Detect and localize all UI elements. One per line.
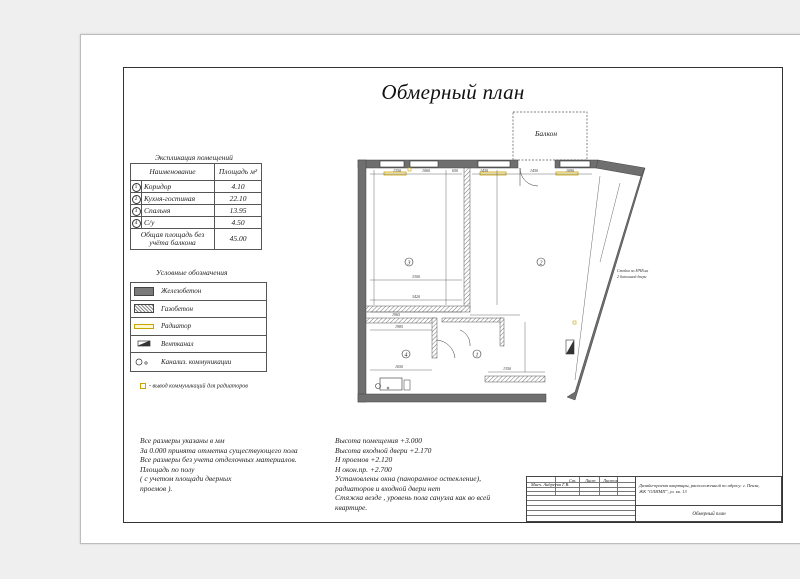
note-line: квартире. — [335, 502, 368, 512]
svg-text:1965: 1965 — [392, 312, 400, 317]
total-label: Общая площадь без учёта балкона — [131, 229, 215, 250]
room-name: Спальня — [142, 205, 215, 217]
note-line: Все размеры указаны в мм — [140, 436, 225, 445]
svg-text:3420: 3420 — [412, 294, 420, 299]
dimension-lines — [370, 170, 620, 380]
legend-label: Радиатор — [161, 322, 192, 331]
room-number-badge: 4 — [132, 219, 141, 228]
radiator-outlet-icon — [408, 168, 576, 324]
balcony-label: Балкон — [535, 129, 558, 138]
legend-label: Вентканал — [161, 339, 194, 348]
stamp-header: Листов — [603, 478, 618, 483]
room-number-3: 3 — [407, 260, 411, 267]
svg-text:1450: 1450 — [530, 168, 538, 173]
legend-caption: Условные обозначения — [156, 268, 228, 277]
svg-text:1985: 1985 — [395, 324, 403, 329]
side-note: 2 балконной двери — [617, 275, 647, 279]
stamp-author: Мнеч. Андреева Г.В. — [531, 482, 570, 487]
page-title: Обмерный план — [381, 80, 525, 104]
note-line: Н окон.пр. +2.700 — [335, 464, 392, 474]
note-line: За 0.000 принята отметка существующего пола — [140, 445, 298, 455]
note-line: Стяжка везде , уровень пола санузла как во всей — [335, 493, 491, 502]
room-area: 22.10 — [215, 193, 262, 205]
legend-label: Канализ. коммуникации — [161, 357, 232, 366]
explication-header-name: Наименование — [131, 164, 215, 181]
stamp-header: Лист — [585, 478, 596, 483]
room-number-badge: 1 — [132, 183, 141, 192]
svg-text:1090: 1090 — [566, 168, 574, 173]
note-line: Высота входной двери +2.170 — [335, 445, 432, 455]
room-number-2: 2 — [539, 260, 543, 267]
svg-text:1350: 1350 — [393, 168, 401, 173]
note-line: Площадь по полу — [140, 464, 195, 474]
stamp-sheet-name: Обмерный план — [635, 505, 783, 524]
explication-header-area: Площадь м² — [215, 164, 262, 181]
legend-label: Газобетон — [161, 304, 193, 313]
svg-text:1650: 1650 — [395, 364, 403, 369]
stamp-description-line: Дизайн-проект квартиры, расположенной по адресу: г. Пенза, — [639, 483, 760, 488]
note-line: Н проемов +2.120 — [335, 455, 393, 464]
room-number-4: 4 — [404, 352, 408, 359]
vent-duct-icon — [566, 340, 574, 354]
radiator-note-text: - вывод коммуникаций для радиаторов — [149, 383, 248, 390]
svg-text:650: 650 — [452, 168, 458, 173]
room-area: 13.95 — [215, 205, 262, 217]
svg-text:1350: 1350 — [503, 366, 511, 371]
room-name: Коридор — [142, 181, 215, 193]
explication-caption: Экспликация помещений — [155, 153, 233, 162]
room-name: Кухня-гостиная — [142, 193, 215, 205]
svg-text:3300: 3300 — [412, 274, 420, 279]
room-name: С/у — [142, 217, 215, 229]
room-area: 4.10 — [215, 181, 262, 193]
inner-walls — [366, 168, 545, 382]
note-line: ( с учетом площади дверных — [140, 474, 232, 483]
note-line: Установлены окна (панорамное остекление), — [335, 474, 481, 483]
room-number-badge: 3 — [132, 207, 141, 216]
svg-text:1060: 1060 — [422, 168, 430, 173]
total-value: 45.00 — [215, 229, 262, 250]
room-area: 4.50 — [215, 217, 262, 229]
side-note: Стойки по МЧВ на — [617, 269, 649, 273]
room-number-badge: 2 — [132, 195, 141, 204]
bathtub-icon — [380, 378, 402, 390]
stamp-description-line: ЖК "ОЛИМП", ул. кв. 13 — [639, 488, 687, 494]
room-number-1: 1 — [475, 352, 479, 359]
stamp-header: Ст. — [569, 478, 577, 483]
legend-label: Железобетон — [161, 287, 202, 296]
note-line: Все размеры без учета отделочных материалов. — [140, 455, 297, 464]
note-line: проемов ). — [140, 483, 173, 493]
svg-text:1430: 1430 — [480, 168, 488, 173]
note-line: Высота помещения +3.000 — [335, 436, 422, 445]
note-line: радиаторов и входной двери нет — [335, 483, 441, 493]
